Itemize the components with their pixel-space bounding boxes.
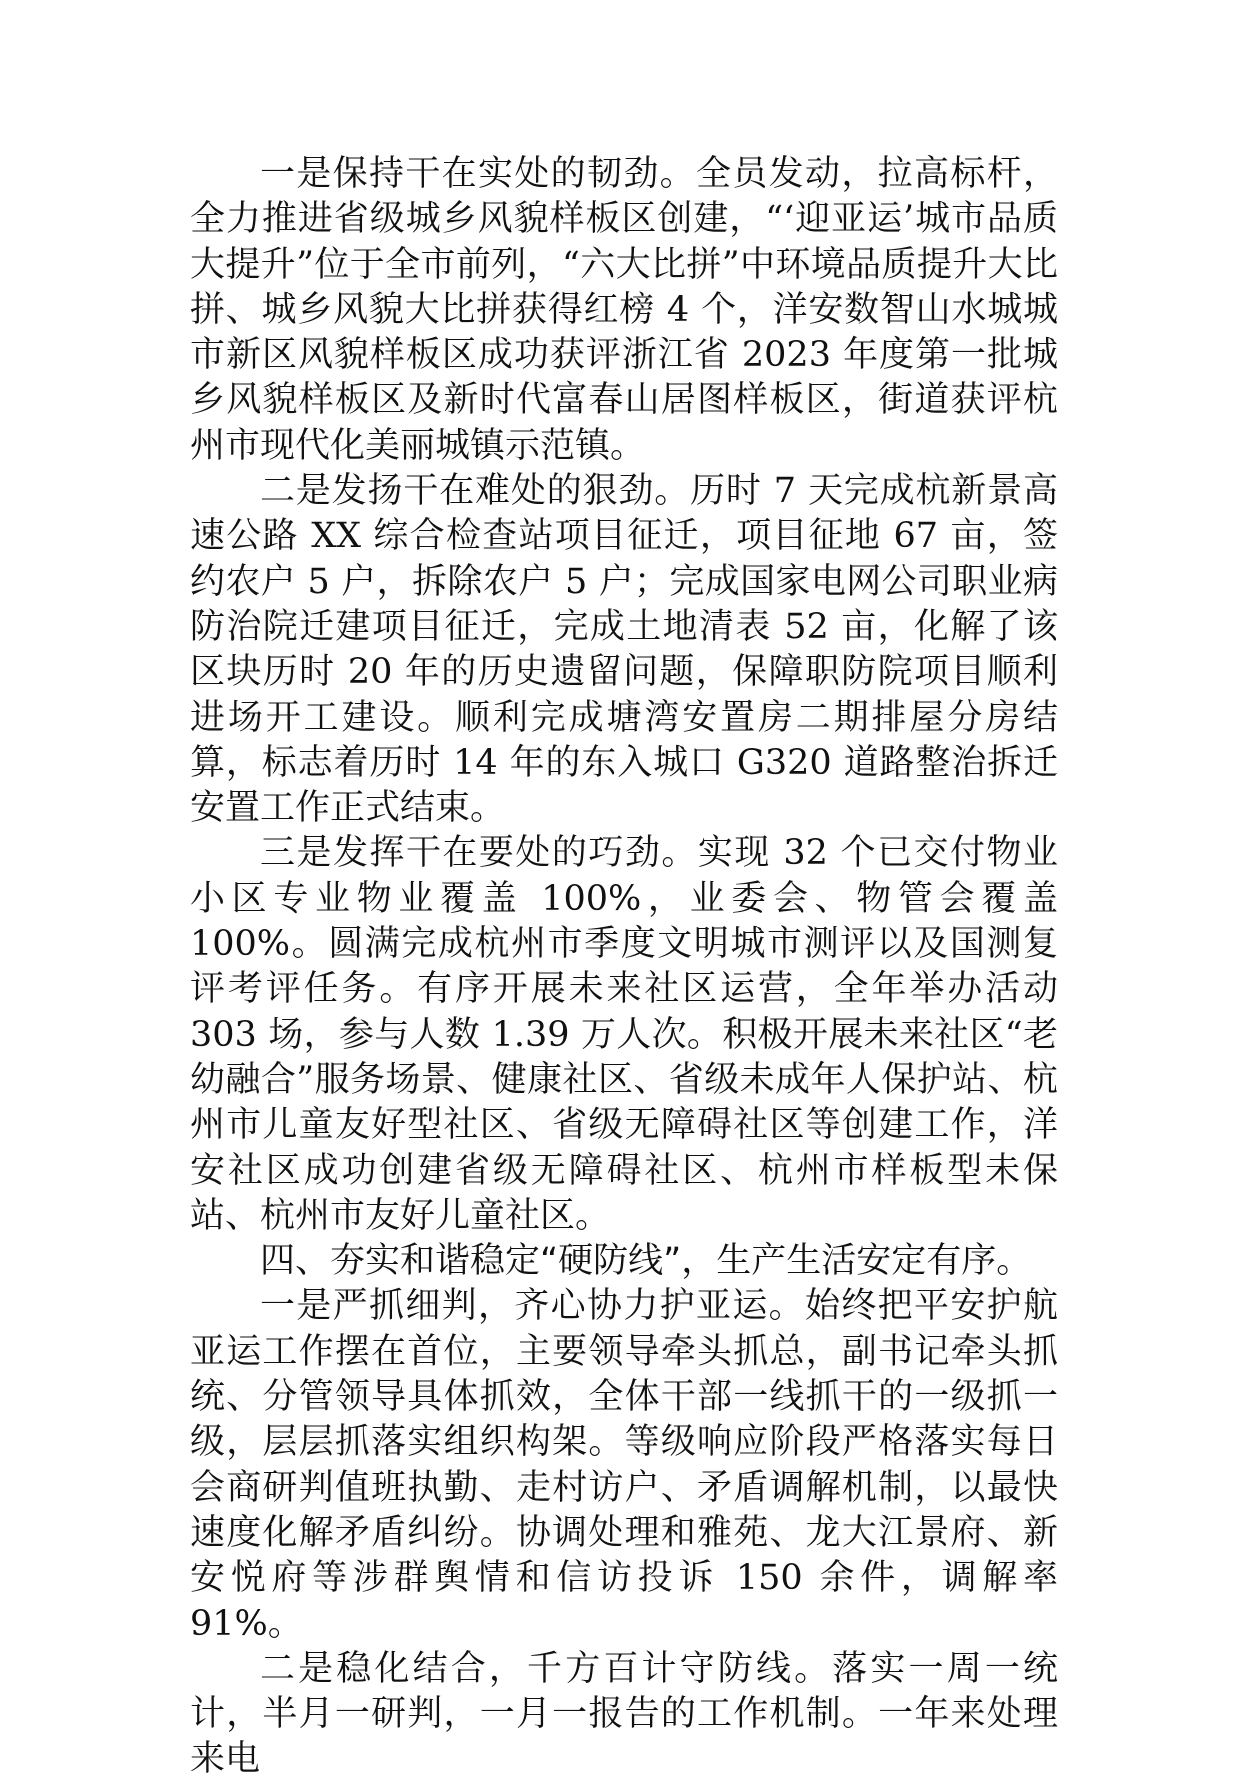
paragraph-perseverance: 一是保持干在实处的韧劲。全员发动，拉高标杆，全力推进省级城乡风貌样板区创建，“‘迎亚运’城市品质大提升”位于全市前列，“六大比拼”中环境品质提升大比拼、城乡风貌大比拼获得红榜 4 个，洋安数智山水城城市新区风貌样板区成功获评浙江省 2023 年度第一批城乡风貌样板区及新时代富春山居图样板区，街道获评杭州市现代化美丽城镇示范镇。 bbox=[190, 154, 1058, 466]
document-body bbox=[190, 152, 1058, 1783]
paragraph-defense-line: 二是稳化结合，千方百计守防线。落实一周一统计，半月一研判，一月一报告的工作机制。一年来处理来电 bbox=[190, 1648, 1058, 1780]
section-heading-stability: 四、夯实和谐稳定“硬防线”，生产生活安定有序。 bbox=[260, 1241, 1032, 1282]
paragraph-asian-games-security: 一是严抓细判，齐心协力护亚运。始终把平安护航亚运工作摆在首位，主要领导牵头抓总，副书记牵头抓统、分管领导具体抓效，全体干部一线抓干的一级抓一级，层层抓落实组织构架。等级响应阶段严格落实每日会商研判值班执勤、走村访户、矛盾调解机制，以最快速度化解矛盾纠纷。协调处理和雅苑、龙大江景府、新安悦府等涉群舆情和信访投诉 150 余件，调解率 91%。 bbox=[190, 1286, 1058, 1644]
paragraph-tenacity: 二是发扬干在难处的狠劲。历时 7 天完成杭新景高速公路 XX 综合检查站项目征迁，项目征地 67 亩，签约农户 5 户，拆除农户 5 户；完成国家电网公司职业病防治院迁建项目征迁，完成土地清表 52 亩，化解了该区块历时 20 年的历史遗留问题，保障职防院项目顺利进场开工建设。顺利完成塘湾安置房二期排屋分房结算，标志着历时 14 年的东入城口 G320 道路整治拆迁安置工作正式结束。 bbox=[190, 471, 1058, 829]
paragraph-ingenuity: 三是发挥干在要处的巧劲。实现 32 个已交付物业小区专业物业覆盖 100%，业委会、物管会覆盖 100%。圆满完成杭州市季度文明城市测评以及国测复评考评任务。有序开展未来社区运营，全年举办活动 303 场，参与人数 1.39 万人次。积极开展未来社区“老幼融合”服务场景、健康社区、省级未成年人保护站、杭州市儿童友好型社区、省级无障碍社区等创建工作，洋安社区成功创建省级无障碍社区、杭州市样板型未保站、杭州市友好儿童社区。 bbox=[190, 833, 1058, 1236]
